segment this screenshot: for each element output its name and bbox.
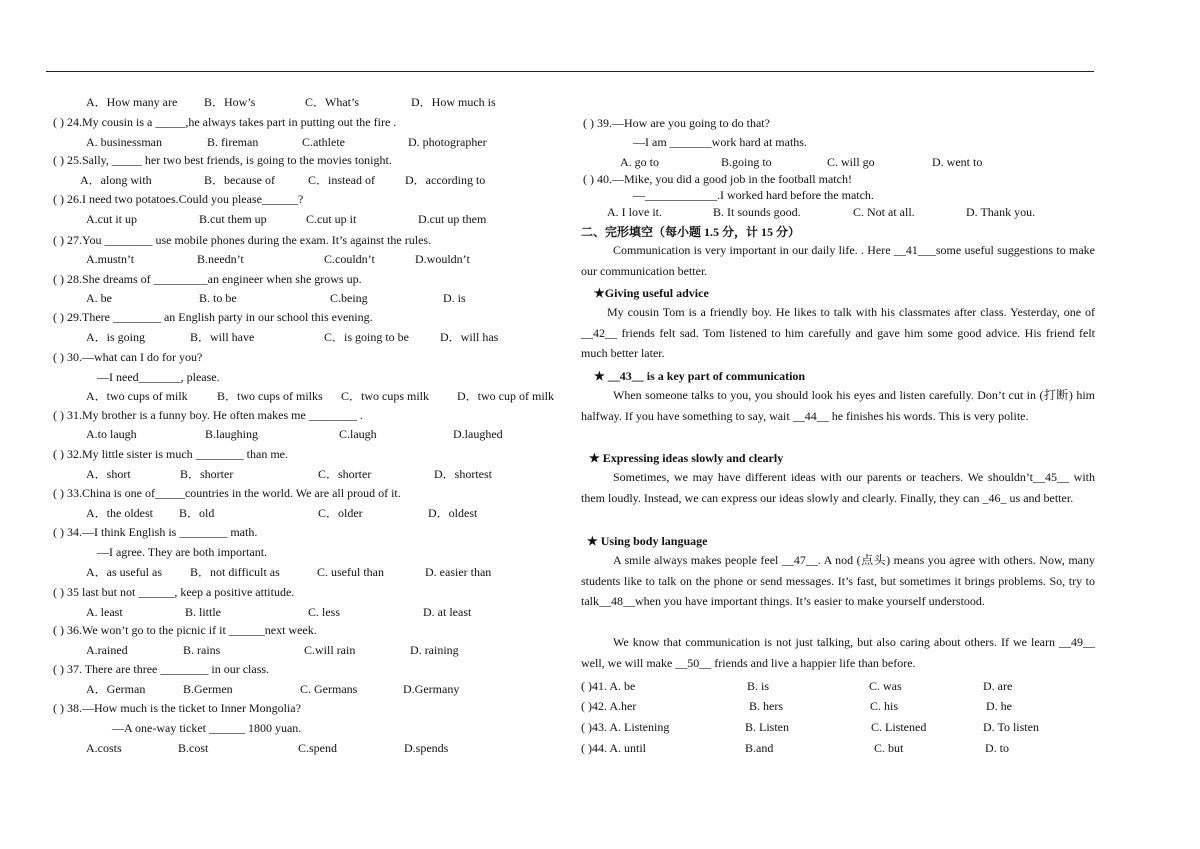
option-D[interactable]: D.wouldn’t (415, 252, 470, 266)
option-A[interactable]: A. be (86, 291, 112, 305)
left-question-line: ( ) 34.—I think English is ________ math. (53, 525, 258, 539)
option-D[interactable]: D. raining (410, 643, 459, 657)
left-question-line: ( ) 24.My cousin is a _____,he always takes part in putting out the fire . (53, 115, 397, 129)
passage-paragraph-3: Sometimes, we may have different ideas with our parents or teachers. We shouldn’t__45__ with them loudly. Instead, we can express our ideas slowly and clearly. Finally, they can _46_ us and better. (581, 470, 1095, 505)
answer-option-A[interactable]: ( )43. A. Listening (581, 720, 670, 734)
answer-option-B[interactable]: B. hers (749, 699, 783, 713)
answer-option-C[interactable]: C. was (869, 679, 902, 693)
option-C[interactable]: C.spend (298, 741, 337, 755)
answer-option-B[interactable]: B.and (745, 741, 774, 755)
answer-option-A[interactable]: ( )42. A.her (581, 699, 637, 713)
answer-option-D[interactable]: D. he (986, 699, 1012, 713)
left-question-line: ( ) 38.—How much is the ticket to Inner Mongolia? (53, 701, 301, 715)
option-B[interactable]: B．not difficult as (190, 565, 280, 579)
option-D[interactable]: D. at least (423, 605, 472, 619)
option-B[interactable]: B．because of (204, 173, 275, 187)
option-A[interactable]: A．the oldest (86, 506, 153, 520)
option-C[interactable]: C. useful than (317, 565, 384, 579)
option-B[interactable]: B. It sounds good. (713, 205, 801, 219)
option-C[interactable]: C.couldn’t (324, 252, 375, 266)
answer-option-D[interactable]: D. are (983, 679, 1013, 693)
option-C[interactable]: C．shorter (318, 467, 372, 481)
option-D[interactable]: D．oldest (428, 506, 478, 520)
answer-option-C[interactable]: C. his (870, 699, 899, 713)
right-question-line: ( ) 39.—How are you going to do that? (583, 116, 770, 130)
option-D[interactable]: D. is (443, 291, 466, 305)
option-B[interactable]: B.cut them up (199, 212, 267, 226)
option-D[interactable]: D.cut up them (418, 212, 487, 226)
left-question-line: ( ) 27.You ________ use mobile phones during the exam. It’s against the rules. (53, 233, 432, 247)
option-B[interactable]: B．old (179, 506, 215, 520)
left-question-line: ( ) 37. There are three ________ in our class. (53, 662, 270, 676)
answer-option-D[interactable]: D. to (985, 741, 1009, 755)
left-question-line: —I agree. They are both important. (97, 545, 268, 559)
left-question-line: —A one-way ticket ______ 1800 yuan. (112, 721, 302, 735)
option-A[interactable]: A．is going (86, 330, 146, 344)
left-question-line: ( ) 26.I need two potatoes.Could you please______? (53, 192, 304, 206)
left-question-line: ( ) 31.My brother is a funny boy. He often makes me ________ . (53, 408, 363, 422)
option-A[interactable]: A．German (86, 682, 146, 696)
left-question-line: ( ) 30.—what can I do for you? (53, 350, 203, 364)
answer-option-A[interactable]: ( )44. A. until (581, 741, 646, 755)
answer-option-A[interactable]: ( )41. A. be (581, 679, 636, 693)
left-question-line: ( ) 25.Sally, _____ her two best friends, is going to the movies tonight. (53, 153, 392, 167)
option-A[interactable]: A．How many are (86, 95, 178, 109)
option-C[interactable]: C．is going to be (324, 330, 410, 344)
option-B[interactable]: B. rains (183, 643, 221, 657)
option-C[interactable]: C．instead of (308, 173, 375, 187)
left-question-line: ( ) 33.China is one of_____countries in the world. We are all proud of it. (53, 486, 401, 500)
passage-heading-3: ★ Expressing ideas slowly and clearly (589, 451, 784, 465)
option-D[interactable]: D．two cup of milk (457, 389, 554, 403)
option-C[interactable]: C．What’s (305, 95, 359, 109)
option-C[interactable]: C．two cups milk (341, 389, 430, 403)
option-B[interactable]: B．will have (190, 330, 255, 344)
option-A[interactable]: A. businessman (86, 135, 162, 149)
left-question-line: ( ) 28.She dreams of _________an engineer when she grows up. (53, 272, 362, 286)
option-A[interactable]: A. least (86, 605, 123, 619)
passage-heading-4: ★ Using body language (587, 534, 708, 548)
option-C[interactable]: C. Not at all. (853, 205, 915, 219)
option-B[interactable]: B．shorter (180, 467, 234, 481)
option-A[interactable]: A．two cups of milk (86, 389, 188, 403)
option-A[interactable]: A.rained (86, 643, 128, 657)
option-C[interactable]: C. Germans (300, 682, 358, 696)
option-A[interactable]: A.to laugh (86, 427, 137, 441)
option-C[interactable]: C. will go (827, 155, 875, 169)
option-B[interactable]: B. little (185, 605, 221, 619)
top-rule (46, 71, 1094, 72)
option-C[interactable]: C.athlete (302, 135, 345, 149)
option-A[interactable]: A．as useful as (86, 565, 162, 579)
option-A[interactable]: A. I love it. (607, 205, 662, 219)
option-C[interactable]: C.will rain (304, 643, 356, 657)
option-C[interactable]: C. less (308, 605, 341, 619)
option-B[interactable]: B.Germen (183, 682, 233, 696)
option-D[interactable]: D. easier than (425, 565, 492, 579)
passage-intro: Communication is very important in our daily life. . Here __41___some useful suggestions to make our communication better. (581, 243, 1095, 278)
left-question-line: ( ) 32.My little sister is much ________ than me. (53, 447, 288, 461)
right-question-line: ( ) 40.—Mike, you did a good job in the football match! (583, 172, 852, 186)
passage-paragraph-5: We know that communication is not just talking, but also caring about others. If we learn __49__ well, we will make __50__ friends and live a happier life than before. (581, 635, 1095, 670)
option-B[interactable]: B．two cups of milks (217, 389, 323, 403)
option-A[interactable]: A. go to (620, 155, 659, 169)
option-C[interactable]: C.laugh (339, 427, 377, 441)
option-C[interactable]: C.being (330, 291, 368, 305)
right-question-line: —____________.I worked hard before the match. (633, 188, 874, 202)
answer-option-D[interactable]: D. To listen (983, 720, 1039, 734)
option-C[interactable]: C．older (318, 506, 363, 520)
passage-paragraph-4: A smile always makes people feel __47__. A nod (点头) means you agree with others. Now, many students like to talk on the phone or send messages. It’s fast, but sometimes it brings problems. So, try to talk__48__when you have important things. It’s easier to make yourself understood. (581, 553, 1095, 609)
passage-paragraph-1: My cousin Tom is a friendly boy. He likes to talk with his classmates after class. Yesterday, one of __42__ friends felt sad. Tom listened to him carefully and gave him some good advice. His friend felt much better later. (581, 305, 1095, 361)
option-D[interactable]: D.spends (404, 741, 449, 755)
option-C[interactable]: C.cut up it (306, 212, 357, 226)
passage-heading-1: ★Giving useful advice (594, 286, 709, 300)
passage-paragraph-2: When someone talks to you, you should look his eyes and listen carefully. Don’t cut in (打断) him halfway. If you have something to say, wait __44__ he finishes his words. This is very polite. (581, 388, 1095, 423)
passage-heading-2: ★ __43__ is a key part of communication (594, 369, 806, 383)
left-question-line: ( ) 36.We won’t go to the picnic if it ______next week. (53, 623, 317, 637)
option-B[interactable]: B.cost (178, 741, 209, 755)
option-A[interactable]: A．along with (80, 173, 152, 187)
answer-option-B[interactable]: B. Listen (745, 720, 789, 734)
left-question-line: —I need_______, please. (97, 370, 220, 384)
option-A[interactable]: A.cut it up (86, 212, 137, 226)
option-D[interactable]: D. Thank you. (966, 205, 1036, 219)
option-D[interactable]: D．will has (440, 330, 499, 344)
option-A[interactable]: A.mustn’t (86, 252, 135, 266)
option-B[interactable]: B.laughing (205, 427, 258, 441)
option-D[interactable]: D.Germany (403, 682, 460, 696)
option-B[interactable]: B.needn’t (197, 252, 244, 266)
option-B[interactable]: B．How’s (204, 95, 256, 109)
answer-option-B[interactable]: B. is (747, 679, 770, 693)
option-A[interactable]: A．short (86, 467, 131, 481)
option-D[interactable]: D. went to (932, 155, 983, 169)
right-question-line: —I am _______work hard at maths. (633, 135, 807, 149)
answer-option-C[interactable]: C. but (874, 741, 904, 755)
option-D[interactable]: D.laughed (453, 427, 503, 441)
option-A[interactable]: A.costs (86, 741, 122, 755)
answer-option-C[interactable]: C. Listened (871, 720, 927, 734)
option-B[interactable]: B.going to (721, 155, 772, 169)
section-title: 二、完形填空（每小题 1.5 分，计 15 分） (581, 225, 801, 239)
option-B[interactable]: B. to be (199, 291, 237, 305)
left-question-line: ( ) 35 last but not ______, keep a positive attitude. (53, 585, 295, 599)
option-D[interactable]: D．How much is (411, 95, 496, 109)
option-D[interactable]: D. photographer (408, 135, 487, 149)
option-D[interactable]: D．shortest (434, 467, 492, 481)
option-D[interactable]: D．according to (405, 173, 486, 187)
option-B[interactable]: B. fireman (207, 135, 259, 149)
left-question-line: ( ) 29.There ________ an English party in our school this evening. (53, 310, 373, 324)
